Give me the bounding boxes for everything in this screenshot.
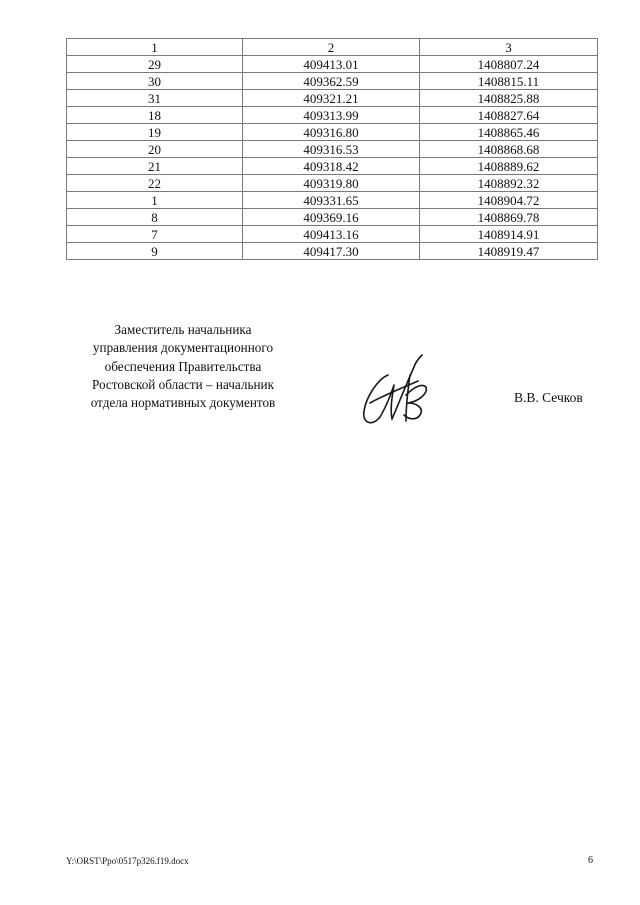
signatory-title-block — [66, 321, 300, 412]
table-cell: 30 — [67, 73, 243, 90]
table-cell: 409321.21 — [243, 90, 420, 107]
table-cell: 1 — [67, 192, 243, 209]
table-row — [67, 124, 598, 141]
table-cell: 1408815.11 — [420, 73, 598, 90]
table-cell: 9 — [67, 243, 243, 260]
table-cell: 409413.01 — [243, 56, 420, 73]
table-cell: 409316.53 — [243, 141, 420, 158]
signatory-title-line: Ростовской области – начальник — [91, 376, 275, 392]
table-cell: 8 — [67, 209, 243, 226]
signer-name: В.В. Сечков — [514, 390, 583, 405]
table-cell: 409319.80 — [243, 175, 420, 192]
table-cell: 1408807.24 — [420, 56, 598, 73]
table-row — [67, 192, 598, 209]
table-cell: 409316.80 — [243, 124, 420, 141]
table-cell: 1408892.32 — [420, 175, 598, 192]
handwritten-signature — [350, 345, 440, 435]
table-cell: 31 — [67, 90, 243, 107]
table-cell: 20 — [67, 141, 243, 158]
signatory-title-line: управления документационного — [92, 340, 274, 356]
page-number: 6 — [588, 855, 593, 866]
table-cell: 409331.65 — [243, 192, 420, 209]
coordinates-table-body — [67, 39, 598, 260]
table-cell: 1408914.91 — [420, 226, 598, 243]
table-row — [67, 158, 598, 175]
table-cell: 409318.42 — [243, 158, 420, 175]
table-cell: 409413.16 — [243, 226, 420, 243]
table-cell: 1408825.88 — [420, 90, 598, 107]
signatory-title-line: Заместитель начальника — [114, 322, 252, 337]
table-row — [67, 141, 598, 158]
table-cell: 1408865.46 — [420, 124, 598, 141]
table-cell: 409313.99 — [243, 107, 420, 124]
table-row — [67, 73, 598, 90]
table-row — [67, 243, 598, 260]
table-cell: 29 — [67, 56, 243, 73]
table-cell: 409369.16 — [243, 209, 420, 226]
table-cell: 18 — [67, 107, 243, 124]
table-row — [67, 226, 598, 243]
header-cell-1: 1 — [67, 39, 243, 56]
table-cell: 22 — [67, 175, 243, 192]
table-cell: 1408868.68 — [420, 141, 598, 158]
footer-file-path: Y:\ORST\Ppo\0517p326.f19.docx — [66, 856, 189, 866]
table-row — [67, 175, 598, 192]
table-row — [67, 209, 598, 226]
table-cell: 7 — [67, 226, 243, 243]
table-cell: 19 — [67, 124, 243, 141]
table-cell: 1408904.72 — [420, 192, 598, 209]
coordinates-table — [66, 38, 598, 260]
table-row — [67, 107, 598, 124]
table-cell: 1408827.64 — [420, 107, 598, 124]
table-row — [67, 90, 598, 107]
table-cell: 409417.30 — [243, 243, 420, 260]
signatory-title-line: обеспечения Правительства — [104, 358, 262, 374]
table-row — [67, 56, 598, 73]
table-cell: 1408869.78 — [420, 209, 598, 226]
signatory-title-line: отдела нормативных документов — [90, 395, 276, 411]
table-cell: 1408889.62 — [420, 158, 598, 175]
header-cell-3: 3 — [420, 39, 598, 56]
table-header-row — [67, 39, 598, 56]
table-cell: 1408919.47 — [420, 243, 598, 260]
table-cell: 21 — [67, 158, 243, 175]
table-cell: 409362.59 — [243, 73, 420, 90]
header-cell-2: 2 — [243, 39, 420, 56]
